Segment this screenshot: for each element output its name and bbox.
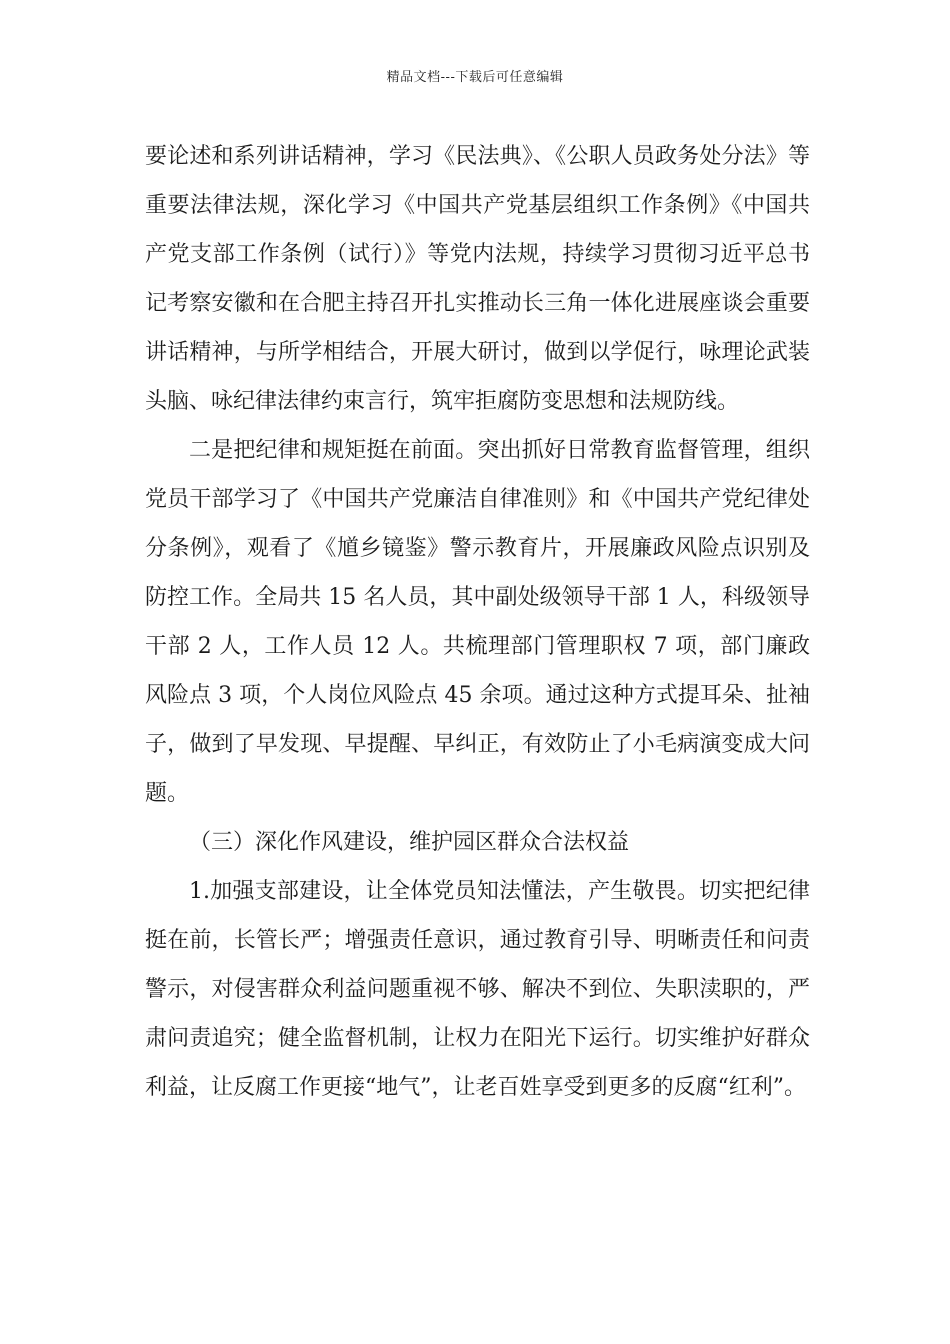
paragraph-continuation: 要论述和系列讲话精神，学习《民法典》、《公职人员政务处分法》等重要法律法规，深化学习《中国共产党基层组织工作条例》《中国共产党支部工作条例（试行）》等党内法规，持续学习贯彻习近平总书记考察安徽和在合肥主持召开扎实推动长三角一体化进展座谈会重要讲话精神，与所学相结合，开展大研讨，做到以学促行，咏理论武装头脑、咏纪律法律约束言行，筑牢拒腐防变思想和法规防线。: [145, 144, 810, 414]
document-body: [145, 132, 810, 1112]
page-header: 精品文档---下载后可任意编辑: [386, 70, 564, 85]
paragraph-discipline: 二是把纪律和规矩挺在前面。突出抓好日常教育监督管理，组织党员干部学习了《中国共产党廉洁自律准则》和《中国共产党纪律处分条例》，观看了《馗乡镜鉴》警示教育片，开展廉政风险点识别及防控工作。全局共 15 名人员，其中副处级领导干部 1 人，科级领导干部 2 人，工作人员 12 人。共梳理部门管理职权 7 项，部门廉政风险点 3 项，个人岗位风险点 45 余项。通过这种方式提耳朵、扯袖子，做到了早发现、早提醒、早纠正，有效防止了小毛病演变成大问题。: [145, 438, 810, 806]
paragraph-branch-building: 1.加强支部建设，让全体党员知法懂法，产生敬畏。切实把纪律挺在前，长管长严；增强责任意识，通过教育引导、明晰责任和问责警示，对侵害群众利益问题重视不够、解决不到位、失职渎职的，严肃问责追究；健全监督机制，让权力在阳光下运行。切实维护好群众利益，让反腐工作更接“地气”，让老百姓享受到更多的反腐“红利”。: [145, 879, 810, 1100]
section-heading: （三）深化作风建设，维护园区群众合法权益: [189, 830, 630, 855]
